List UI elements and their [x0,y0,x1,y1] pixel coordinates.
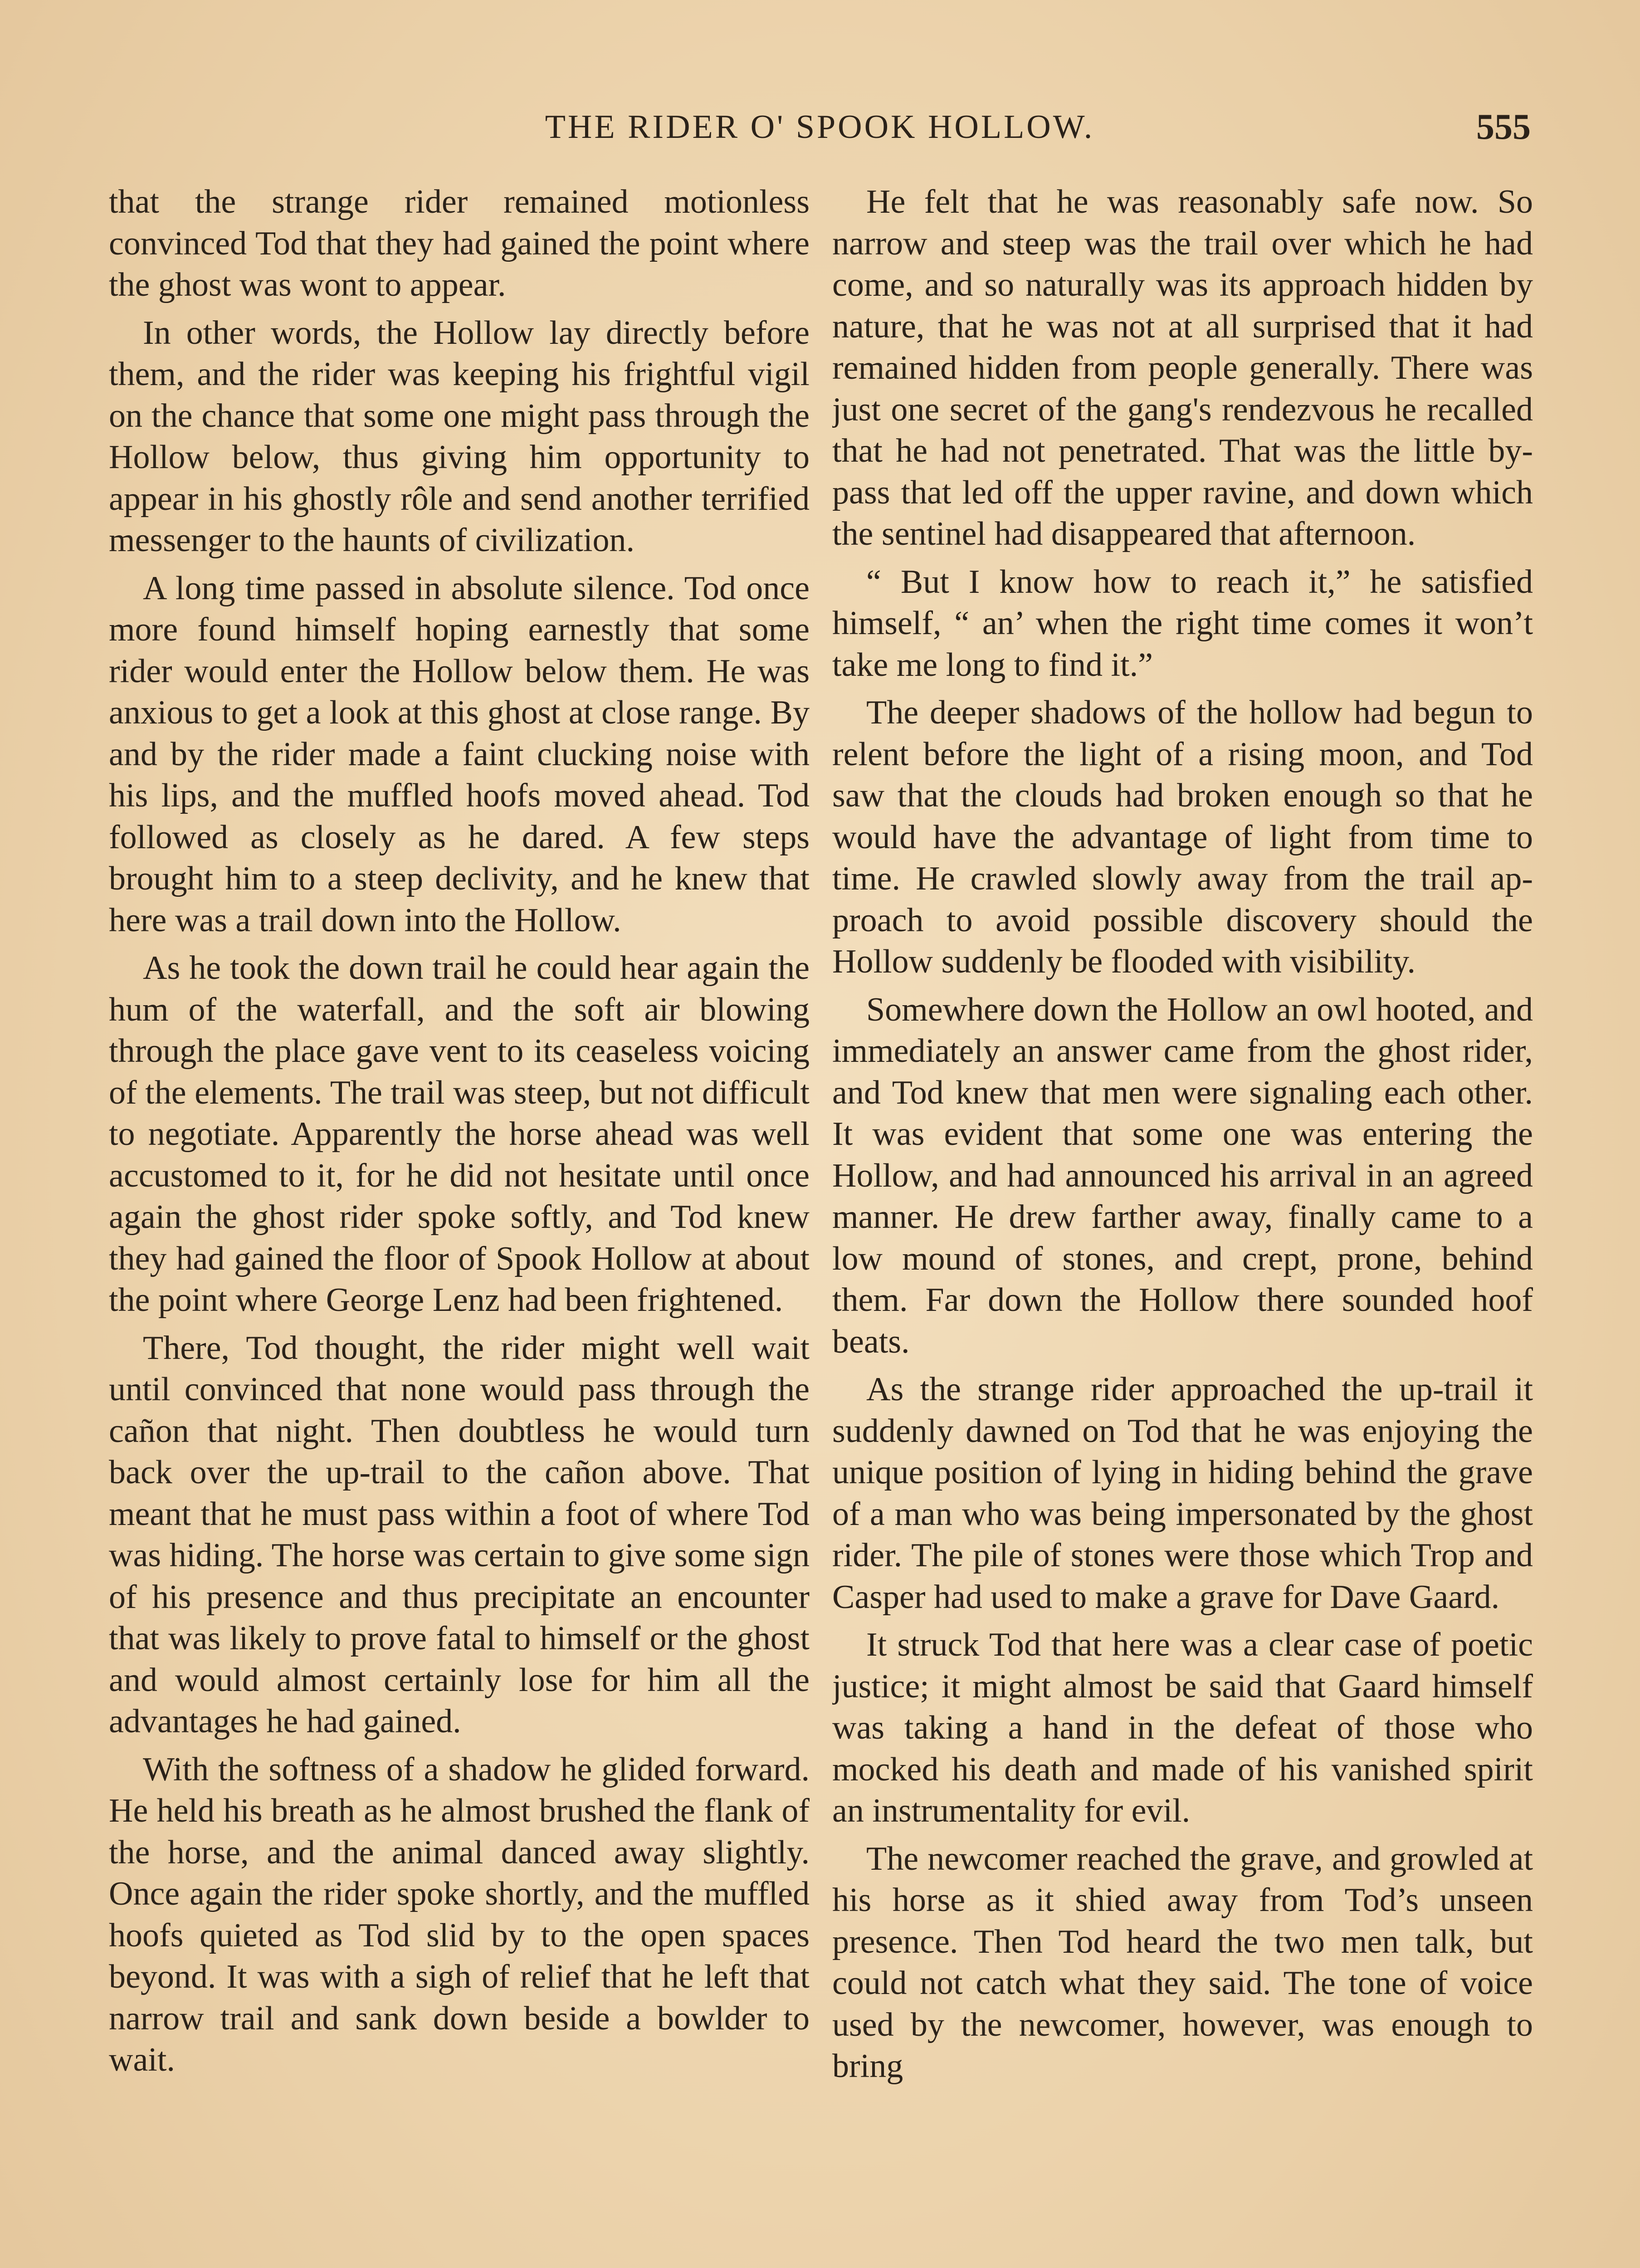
paragraph: He felt that he was reasonably safe now. So narrow and steep was the trail over which he had come, and so naturally was its approach hidden by nature, that he was not at all surprised that it had remained hidden from people generally. There was just one secret of the gang's rendezvous he recalled that he had not penetrated. That was the little by-pass that led off the upper ravine, and down which the sentinel had disappeared that afternoon. [832,183,1533,552]
paragraph: The newcomer reached the grave, and growled at his horse as it shied away from Tod’s unseen presence. Then Tod heard the two men talk, but could not catch what they said. The tone of voice used by the newcomer, however, was enough to bring [832,1840,1533,2085]
paragraph: In other words, the Hollow lay directly before them, and the rider was keeping his frightful vigil on the chance that some one might pass through the Hollow below, thus giving him opportunity to appear in his ghostly rôle and send another terrified messenger to the haunts of civilization. [109,314,810,559]
right-column [832,181,1533,2268]
paragraph: As he took the down trail he could hear again the hum of the waterfall, and the soft air blowing through the place gave vent to its ceaseless voicing of the elements. The trail was steep, but not difficult to negotiate. Apparently the horse ahead was well accustomed to it, for he did not hesitate until once again the ghost rider spoke softly, and Tod knew they had gained the floor of Spook Hollow at about the point where George Lenz had been frightened. [109,949,810,1319]
page-number: 555 [1476,107,1531,147]
running-title: THE RIDER O' SPOOK HOLLOW. [545,108,1095,146]
paragraph: that the strange rider remained motionless convinced Tod that they had gained the point where the ghost was wont to appear. [109,183,810,303]
paragraph: There, Tod thought, the rider might well wait until convinced that none would pass through the cañon that night. Then doubtless he would turn back over the up-trail to the cañon above. That meant that he must pass within a foot of where Tod was hiding. The horse was certain to give some sign of his presence and thus precipitate an encounter that was likely to prove fatal to himself or the ghost and would almost certainly lose for him all the advantages he had gained. [109,1329,810,1740]
paragraph: A long time passed in absolute silence. Tod once more found himself hoping earnestly that some rider would enter the Hollow below them. He was anxious to get a look at this ghost at close range. By and by the rider made a faint clucking noise with his lips, and the muffled hoofs moved ahead. Tod followed as closely as he dared. A few steps brought him to a steep declivity, and he knew that here was a trail down into the Hollow. [109,569,810,939]
page-header [109,102,1531,156]
paragraph: It struck Tod that here was a clear case of poetic justice; it might almost be said that Gaard himself was taking a hand in the defeat of those who mocked his death and made of his vanished spirit an instrumentality for evil. [832,1626,1533,1829]
paragraph: “ But I know how to reach it,” he satisfied himself, “ an’ when the right time comes it won’t take me long to find it.” [832,563,1533,684]
paragraph: Somewhere down the Hollow an owl hooted, and immediately an answer came from the ghost rider, and Tod knew that men were signaling each other. It was evident that some one was entering the Hollow, and had announced his arrival in an agreed manner. He drew farther away, finally came to a low mound of stones, and crept, prone, behind them. Far down the Hollow there sounded hoof beats. [832,991,1533,1360]
paragraph: As the strange rider approached the up-trail it suddenly dawned on Tod that he was enjoying the unique position of lying in hiding behind the grave of a man who was being impersonated by the ghost rider. The pile of stones were those which Trop and Casper had used to make a grave for Dave Gaard. [832,1371,1533,1616]
left-column [109,181,810,2268]
paragraph: The deeper shadows of the hollow had begun to relent before the light of a rising moon, and Tod saw that the clouds had broken enough so that he would have the advantage of light from time to time. He crawled slowly away from the trail approach to avoid possible discovery should the Hollow suddenly be flooded with visibility. [832,694,1533,980]
paragraph: With the softness of a shadow he glided forward. He held his breath as he almost brushed the flank of the horse, and the animal danced away slightly. Once again the rider spoke shortly, and the muffled hoofs quieted as Tod slid by to the open spaces beyond. It was with a sigh of relief that he left that narrow trail and sank down beside a bowlder to wait. [109,1750,810,2078]
